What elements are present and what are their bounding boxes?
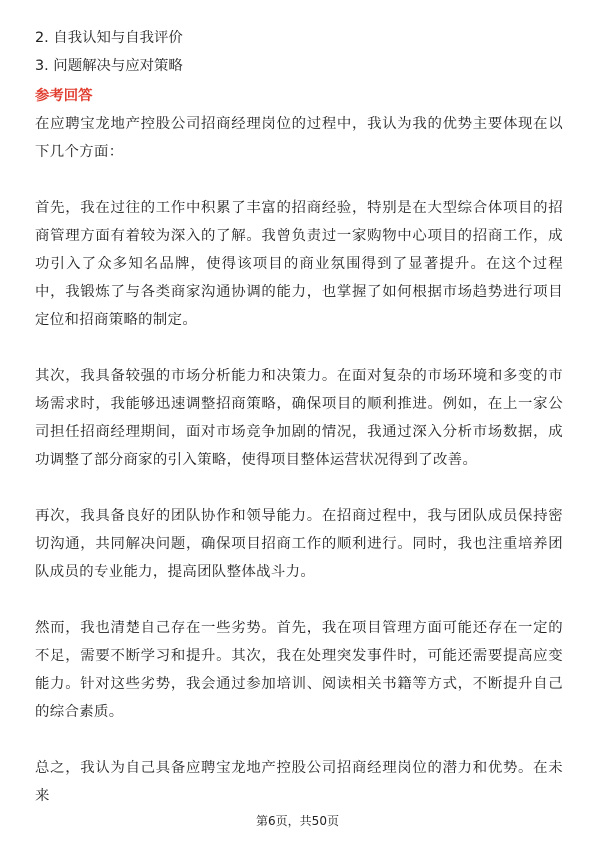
paragraph-intro: 在应聘宝龙地产控股公司招商经理岗位的过程中，我认为我的优势主要体现在以下几个方面： <box>35 116 563 160</box>
document-page <box>35 24 563 810</box>
page-footer: 第6页，共50页 <box>256 814 339 828</box>
paragraph-conclusion: 总之，我认为自己具备应聘宝龙地产控股公司招商经理岗位的潜力和优势。在未来 <box>35 760 563 804</box>
paragraph-first: 首先，我在过往的工作中积累了丰富的招商经验，特别是在大型综合体项目的招商管理方面有着较为深入的了解。我曾负责过一家购物中心项目的招商工作，成功引入了众多知名品牌，使得该项目的商业氛围得到了显著提升。在这个过程中，我锻炼了与各类商家沟通协调的能力，也掌握了如何根据市场趋势进行项目定位和招商策略的制定。 <box>35 200 563 328</box>
paragraph-weakness: 然而，我也清楚自己存在一些劣势。首先，我在项目管理方面可能还存在一定的不足，需要不断学习和提升。其次，我在处理突发事件时，可能还需要提高应变能力。针对这些劣势，我会通过参加培训、阅读相关书籍等方式，不断提升自己的综合素质。 <box>35 620 563 720</box>
paragraph-second: 其次，我具备较强的市场分析能力和决策力。在面对复杂的市场环境和多变的市场需求时，我能够迅速调整招商策略，确保项目的顺利推进。例如，在上一家公司担任招商经理期间，面对市场竞争加剧的情况，我通过深入分析市场数据，成功调整了部分商家的引入策略，使得项目整体运营状况得到了改善。 <box>35 368 563 468</box>
list-item: 3. 问题解决与应对策略 <box>35 58 183 74</box>
paragraph-third: 再次，我具备良好的团队协作和领导能力。在招商过程中，我与团队成员保持密切沟通，共同解决问题，确保项目招商工作的顺利进行。同时，我也注重培养团队成员的专业能力，提高团队整体战斗力。 <box>35 508 563 580</box>
list-item: 2. 自我认知与自我评价 <box>35 30 183 46</box>
answer-heading: 参考回答 <box>35 88 93 104</box>
